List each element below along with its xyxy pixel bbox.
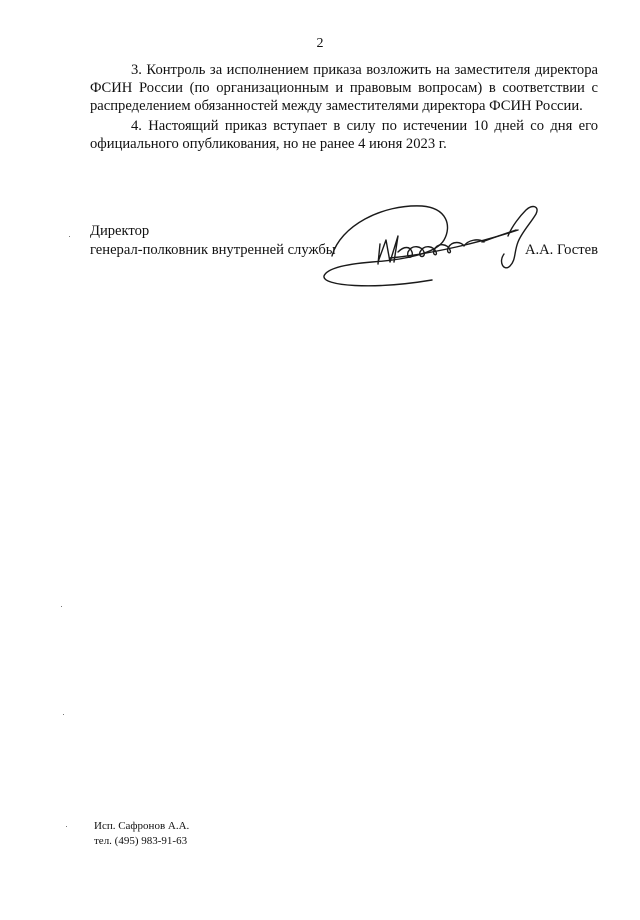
signatory-title: Директор bbox=[90, 223, 150, 239]
paragraph-4: 4. Настоящий приказ вступает в силу по истечении 10 дней со дня его официального опубликования, но не ранее 4 июня 2023 г. bbox=[90, 117, 598, 152]
signatory-rank: генерал-полковник внутренней службы bbox=[90, 242, 336, 258]
scan-speck bbox=[61, 606, 62, 607]
executor-name: Исп. Сафронов А.А. bbox=[94, 820, 190, 832]
page-number: 2 bbox=[316, 36, 324, 51]
scan-speck bbox=[63, 714, 64, 715]
scan-speck bbox=[69, 236, 70, 237]
executor-footer bbox=[94, 819, 189, 849]
executor-phone: тел. (495) 983-91-63 bbox=[94, 835, 188, 847]
scan-speck bbox=[66, 826, 67, 827]
signatory-name: А.А. Гостев bbox=[524, 242, 598, 258]
handwritten-signature bbox=[312, 196, 562, 296]
paragraph-3: 3. Контроль за исполнением приказа возложить на заместителя директора ФСИН России (по организационным и правовым вопросам) в соответствии с распределением обязанностей между заместителями директора ФСИН России. bbox=[90, 62, 598, 115]
order-body bbox=[90, 61, 598, 153]
